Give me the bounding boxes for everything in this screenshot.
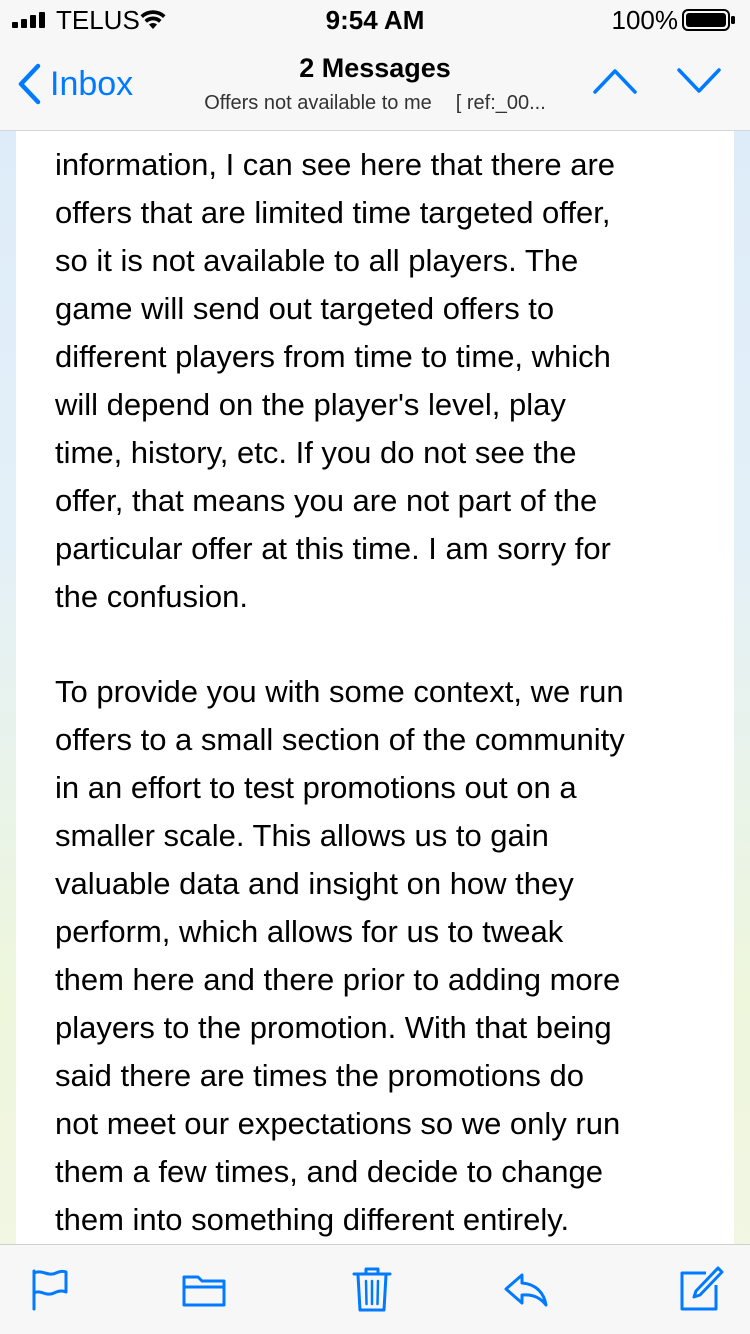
navigation-bar xyxy=(0,40,750,131)
previous-message-arrow-icon[interactable] xyxy=(592,66,638,96)
next-message-arrow-icon[interactable] xyxy=(676,66,722,96)
flag-button[interactable] xyxy=(26,1265,74,1313)
clock-time: 9:54 AM xyxy=(325,5,425,35)
message-body[interactable] xyxy=(16,131,734,1244)
folder-icon xyxy=(180,1265,228,1313)
trash-icon xyxy=(348,1265,396,1313)
subject-ref: [ ref:_00... xyxy=(455,92,546,114)
bottom-toolbar xyxy=(0,1244,750,1334)
message-paragraph: information, I can see here that there are offers that are limited time targeted offer, so it is not available to all players. The game will send out targeted offers to different players from time to time, which will depend on the player's level, play time, history, etc. If you do not see the offer, that means you are not part of the particular offer at this time. I am sorry for the confusion. xyxy=(55,147,616,614)
status-bar xyxy=(0,0,750,40)
right-edge-decoration xyxy=(734,0,750,1334)
carrier-name: TELUS xyxy=(56,5,140,35)
flag-icon xyxy=(26,1265,74,1313)
delete-button[interactable] xyxy=(348,1265,396,1313)
compose-button[interactable] xyxy=(676,1265,724,1313)
battery-percentage: 100% xyxy=(611,5,678,35)
back-to-inbox-button[interactable] xyxy=(16,62,133,106)
thread-subject xyxy=(160,90,590,116)
thread-title: 2 Messages xyxy=(299,53,451,83)
reply-button[interactable] xyxy=(502,1265,550,1313)
subject-text: Offers not available to me xyxy=(204,92,432,114)
left-edge-decoration xyxy=(0,0,16,1334)
chevron-left-icon xyxy=(16,63,42,105)
message-paragraph: To provide you with some context, we run offers to a small section of the community in an effort to test promotions out on a smaller scale. This allows us to gain valuable data and insight on how they perform, which allows for us to tweak them here and there prior to adding more players to the promotion. With that being said there are times the promotions do not meet our expectations so we only run them a few times, and decide to change them into something different entirely. xyxy=(55,674,625,1237)
reply-icon xyxy=(502,1265,550,1313)
battery-icon xyxy=(682,9,736,31)
compose-icon xyxy=(676,1265,724,1313)
back-button-label: Inbox xyxy=(50,64,134,103)
move-to-folder-button[interactable] xyxy=(180,1265,228,1313)
